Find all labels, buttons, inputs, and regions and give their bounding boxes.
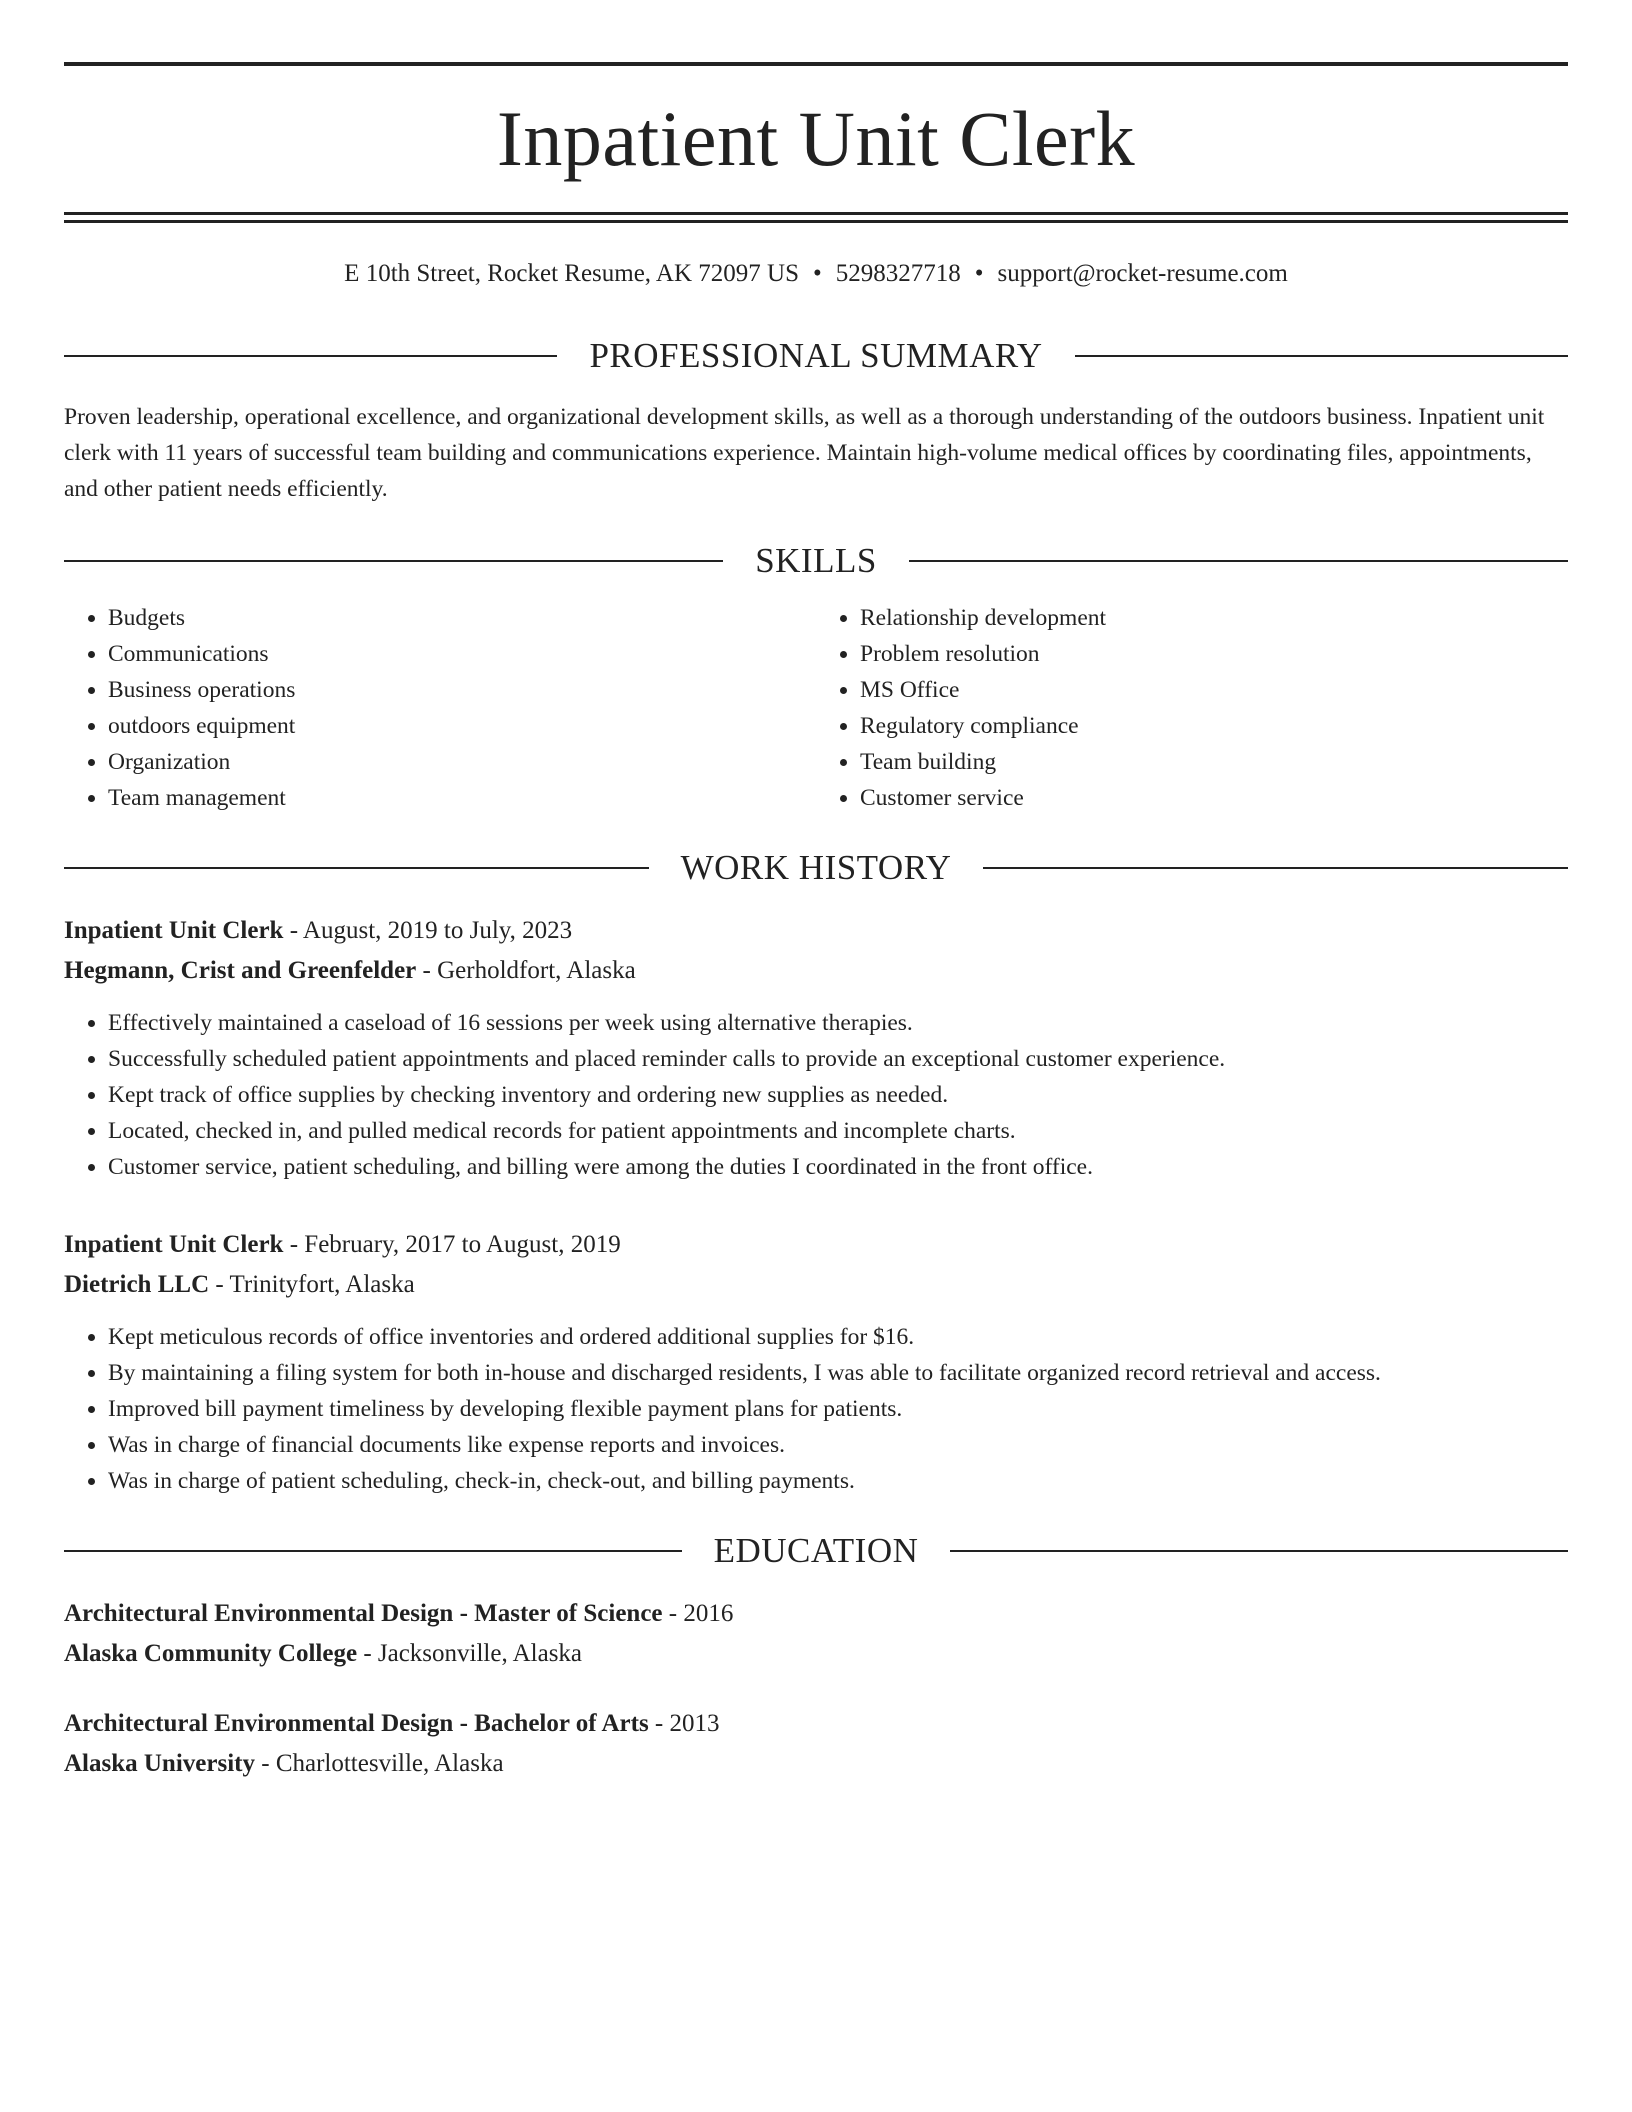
double-rule <box>64 212 1568 223</box>
skill-item: • Team building <box>860 744 1568 780</box>
duty-item: • Improved bill payment timeliness by developing flexible payment plans for patients. <box>108 1391 1568 1427</box>
job-entry <box>64 1225 1568 1499</box>
contact-phone: 5298327718 <box>835 260 961 287</box>
school-name: Alaska University <box>64 1750 255 1777</box>
resume-name: Inpatient Unit Clerk <box>496 95 1136 182</box>
job-company-line: Hegmann, Crist and Greenfelder - Gerholdfort, Alaska <box>64 957 636 984</box>
contact-email: support@rocket-resume.com <box>997 260 1288 287</box>
job-title: Inpatient Unit Clerk <box>64 917 284 944</box>
section-heading-work-history <box>64 850 1568 885</box>
duty-item: • By maintaining a filing system for both in-house and discharged residents, I was able to facilitate organized record retrieval and access. <box>108 1355 1568 1391</box>
degree-year: 2013 <box>669 1710 720 1737</box>
skill-item: • Problem resolution <box>860 636 1568 672</box>
job-duties <box>64 1005 1568 1185</box>
duty-item: • Kept meticulous records of office inventories and ordered additional supplies for $16. <box>108 1319 1568 1355</box>
summary-text: Proven leadership, operational excellence, and organizational development skills, as well as a thorough understanding of the outdoors business. Inpatient unit clerk with 11 years of successful team building and communications experience. Maintain high-volume medical offices by coordinating files, appointments, and other patient needs efficiently. <box>64 404 1545 502</box>
section-title: SKILLS <box>755 541 877 580</box>
job-title-line: Inpatient Unit Clerk - August, 2019 to July, 2023 <box>64 917 573 944</box>
duty-item: • Effectively maintained a caseload of 16 sessions per week using alternative therapies. <box>108 1005 1568 1041</box>
contact-line <box>64 261 1568 286</box>
skill-item: • Organization <box>108 744 816 780</box>
job-company: Dietrich LLC <box>64 1271 210 1298</box>
section-heading-education <box>64 1533 1568 1568</box>
job-entry <box>64 911 1568 1185</box>
skills-list <box>64 600 1568 816</box>
skill-item: • Team management <box>108 780 816 816</box>
job-dates: February, 2017 to August, 2019 <box>304 1231 621 1258</box>
section-title: EDUCATION <box>713 1531 919 1570</box>
skill-item: • Relationship development <box>860 600 1568 636</box>
section-heading-skills <box>64 543 1568 578</box>
education-entry <box>64 1594 1568 1674</box>
section-heading-summary <box>64 338 1568 373</box>
job-location: Gerholdfort, Alaska <box>437 957 636 984</box>
duty-item: • Was in charge of financial documents like expense reports and invoices. <box>108 1427 1568 1463</box>
skill-item: • outdoors equipment <box>108 708 816 744</box>
school-location: Charlottesville, Alaska <box>275 1750 504 1777</box>
skills-column-right <box>816 600 1568 816</box>
school-line: Alaska University - Charlottesville, Alaska <box>64 1750 504 1777</box>
contact-separator: • <box>974 260 984 287</box>
skill-item: • Business operations <box>108 672 816 708</box>
section-title: WORK HISTORY <box>680 848 952 887</box>
education-entry <box>64 1704 1568 1784</box>
skills-column-left <box>64 600 816 816</box>
job-location: Trinityfort, Alaska <box>229 1271 415 1298</box>
skill-item: • Budgets <box>108 600 816 636</box>
duty-item: • Customer service, patient scheduling, and billing were among the duties I coordinated in the front office. <box>108 1149 1568 1185</box>
duty-item: • Successfully scheduled patient appointments and placed reminder calls to provide an exceptional customer experience. <box>108 1041 1568 1077</box>
job-company-line: Dietrich LLC - Trinityfort, Alaska <box>64 1271 415 1298</box>
job-duties <box>64 1319 1568 1499</box>
section-title: PROFESSIONAL SUMMARY <box>589 336 1043 375</box>
degree-line: Architectural Environmental Design - Master of Science - 2016 <box>64 1600 734 1627</box>
school-location: Jacksonville, Alaska <box>377 1640 583 1667</box>
school-name: Alaska Community College <box>64 1640 358 1667</box>
skill-item: • Customer service <box>860 780 1568 816</box>
school-line: Alaska Community College - Jacksonville, Alaska <box>64 1640 583 1667</box>
duty-item: • Kept track of office supplies by checking inventory and ordering new supplies as needed. <box>108 1077 1568 1113</box>
job-company: Hegmann, Crist and Greenfelder <box>64 957 417 984</box>
contact-separator: • <box>813 260 822 287</box>
skill-item: • Regulatory compliance <box>860 708 1568 744</box>
skill-item: • MS Office <box>860 672 1568 708</box>
resume-page <box>64 0 1568 1784</box>
duty-item: • Located, checked in, and pulled medical records for patient appointments and incomplete charts. <box>108 1113 1568 1149</box>
degree-name: Architectural Environmental Design - Master of Science <box>64 1600 663 1627</box>
duty-item: • Was in charge of patient scheduling, check-in, check-out, and billing payments. <box>108 1463 1568 1499</box>
degree-year: 2016 <box>683 1600 734 1627</box>
skill-item: • Communications <box>108 636 816 672</box>
job-title-line: Inpatient Unit Clerk - February, 2017 to August, 2019 <box>64 1231 621 1258</box>
contact-address: E 10th Street, Rocket Resume, AK 72097 US <box>344 260 799 287</box>
job-title: Inpatient Unit Clerk <box>64 1231 284 1258</box>
degree-line: Architectural Environmental Design - Bachelor of Arts - 2013 <box>64 1710 720 1737</box>
job-dates: August, 2019 to July, 2023 <box>302 917 573 944</box>
degree-name: Architectural Environmental Design - Bachelor of Arts <box>64 1710 649 1737</box>
